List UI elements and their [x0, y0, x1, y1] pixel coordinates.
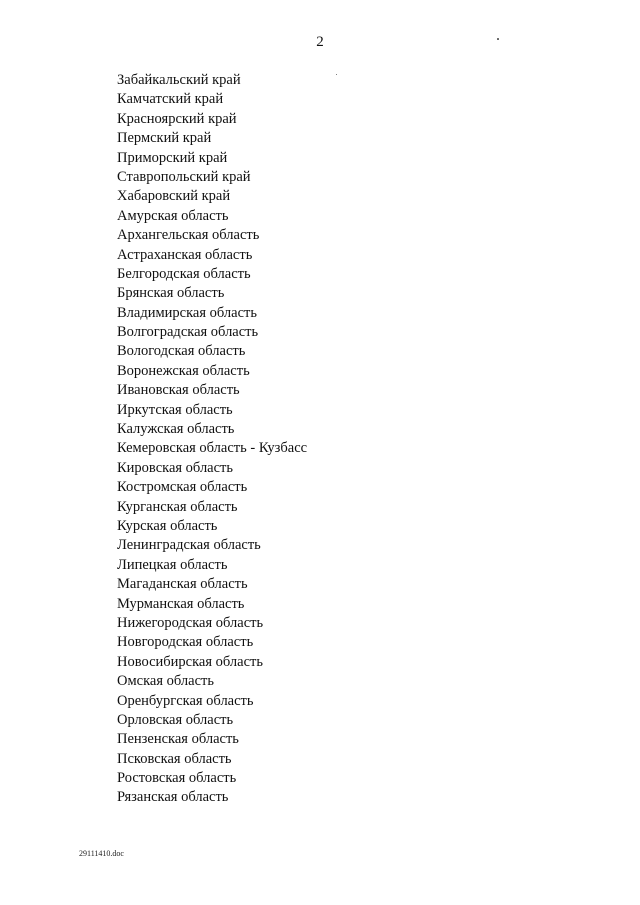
region-item: Кемеровская область - Кузбасс — [117, 440, 308, 457]
region-item: Оренбургская область — [117, 692, 254, 709]
scan-speck — [336, 74, 337, 75]
region-item: Архангельская область — [117, 227, 260, 244]
region-item: Ростовская область — [117, 770, 237, 787]
region-list — [117, 71, 307, 808]
region-item: Костромская область — [117, 479, 248, 496]
page-number: 2 — [316, 34, 324, 50]
region-item: Белгородская область — [117, 265, 251, 282]
region-item: Псковская область — [117, 750, 232, 767]
region-item: Рязанская область — [117, 789, 229, 806]
region-item: Орловская область — [117, 711, 234, 728]
region-item: Амурская область — [117, 207, 229, 224]
region-item: Омская область — [117, 673, 214, 690]
region-item: Калужская область — [117, 421, 235, 438]
file-name: 29111410.doc — [79, 849, 124, 858]
region-item: Ленинградская область — [117, 537, 261, 554]
region-item: Забайкальский край — [117, 72, 241, 88]
region-item: Курская область — [117, 517, 218, 534]
region-item: Воронежская область — [117, 362, 250, 379]
region-item: Иркутская область — [117, 401, 233, 418]
region-item: Курганская область — [117, 498, 238, 515]
region-item: Липецкая область — [117, 556, 228, 573]
region-item: Мурманская область — [117, 595, 245, 612]
region-item: Приморский край — [117, 149, 228, 166]
region-item: Магаданская область — [117, 576, 248, 593]
region-item: Ставропольский край — [117, 168, 251, 185]
region-item: Вологодская область — [117, 343, 246, 360]
region-item: Кировская область — [117, 459, 234, 476]
region-item: Пермский край — [117, 130, 212, 147]
region-item: Хабаровский край — [117, 188, 231, 205]
region-item: Камчатский край — [117, 91, 224, 108]
region-item: Владимирская область — [117, 304, 257, 321]
region-item: Волгоградская область — [117, 324, 259, 341]
region-item: Ивановская область — [117, 382, 240, 399]
region-item: Красноярский край — [117, 110, 237, 127]
region-item: Брянская область — [117, 285, 225, 302]
region-item: Нижегородская область — [117, 614, 264, 631]
region-item: Новгородская область — [117, 634, 254, 651]
region-item: Астраханская область — [117, 246, 253, 263]
scan-speck — [497, 38, 499, 40]
region-item: Пензенская область — [117, 731, 239, 748]
region-item: Новосибирская область — [117, 653, 263, 670]
